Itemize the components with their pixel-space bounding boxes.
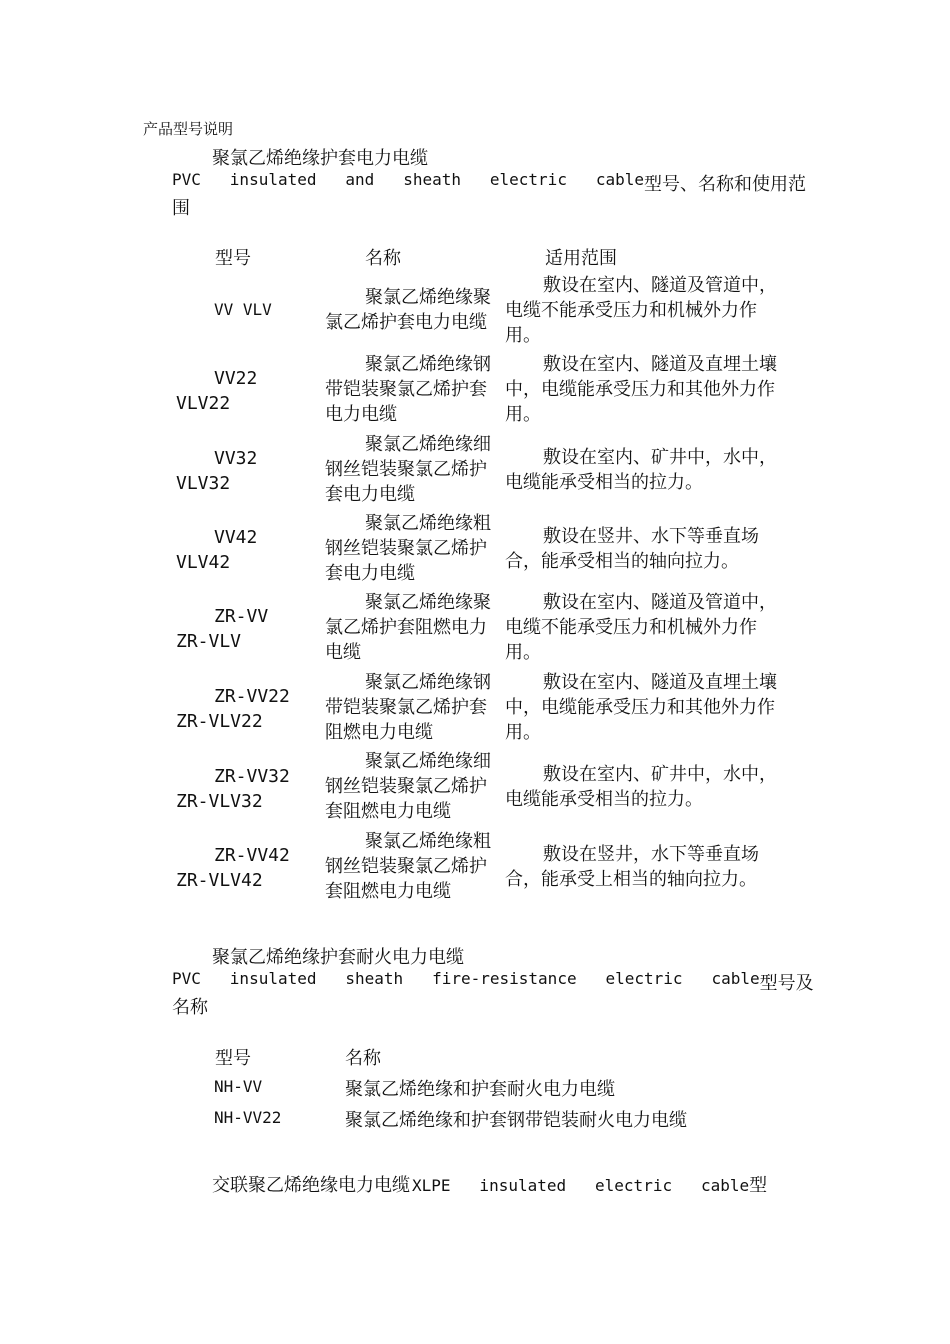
row-name-text: 聚氯乙烯绝缘钢带铠装聚氯乙烯护套电力电缆 [325,354,491,425]
row-usage [505,590,777,665]
section1-title: 聚氯乙烯绝缘护套电力电缆 [212,148,428,169]
row-usage [505,762,777,812]
section1-subtitle-wrap: 围 [172,198,190,219]
row-model-primary: VV22 [214,368,258,389]
section2-title: 聚氯乙烯绝缘护套耐火电力电缆 [212,947,464,968]
row-name [325,670,500,745]
row-model-primary: ZR-VV32 [214,766,290,787]
row-name-text: 聚氯乙烯绝缘细钢丝铠装聚氯乙烯护套阻燃电力电缆 [325,751,491,822]
row-name: 聚氯乙烯绝缘和护套钢带铠装耐火电力电缆 [345,1110,687,1131]
row-usage-text: 敷设在室内、矿井中，水中，电缆能承受相当的拉力。 [505,764,777,810]
row-name [325,432,500,507]
row-model: NH-VV22 [214,1108,282,1127]
row-name-text: 聚氯乙烯绝缘粗钢丝铠装聚氯乙烯护套阻燃电力电缆 [325,831,491,902]
row-name: 聚氯乙烯绝缘和护套耐火电力电缆 [345,1079,615,1100]
section3-title [212,1171,768,1197]
row-usage [505,445,777,495]
section2-subtitle-zh: 型号及 [759,973,814,994]
header-usage: 适用范围 [545,248,617,269]
row-usage [505,352,777,427]
row-usage-text: 敷设在竖井，水下等垂直场合，能承受上相当的轴向拉力。 [505,844,759,890]
section3-title-tail: 型 [749,1175,768,1196]
row-model-primary: VV42 [214,527,258,548]
row-model-secondary: ZR-VLV [176,631,242,652]
row-model-secondary: VLV22 [176,393,231,414]
section2-subtitle-wrap: 名称 [172,997,208,1018]
row-name-text: 聚氯乙烯绝缘聚氯乙烯护套阻燃电力电缆 [325,592,491,663]
row-usage-text: 敷设在竖井、水下等垂直场合，能承受相当的轴向拉力。 [505,526,759,572]
section3-title-zh: 交联聚乙烯绝缘电力电缆 [212,1175,410,1196]
row-model-primary: ZR-VV42 [214,845,290,866]
row-name [325,749,500,824]
row-name-text: 聚氯乙烯绝缘粗钢丝铠装聚氯乙烯护套电力电缆 [325,513,491,584]
section1-subtitle-zh: 型号、名称和使用范 [644,174,807,195]
row-model-secondary: VLV42 [176,552,231,573]
row-usage-text: 敷设在室内、隧道及直埋土壤中，电缆能承受压力和其他外力作用。 [505,672,777,743]
row-model [176,843,316,893]
row-model [176,684,316,734]
row-model-secondary: ZR-VLV42 [176,870,263,891]
row-usage [505,273,777,348]
row-name [325,511,500,586]
row-usage [505,842,777,892]
section1-subtitle-en: PVC insulated and sheath electric cable [172,170,645,189]
row-model [176,446,316,496]
section3-title-en: XLPE insulated electric cable [412,1176,750,1195]
row-name [325,352,500,427]
row-model-secondary: ZR-VLV32 [176,791,263,812]
row-model-secondary: ZR-VLV22 [176,711,263,732]
header-name: 名称 [365,248,401,269]
document-label: 产品型号说明 [143,120,234,138]
row-model: NH-VV [214,1077,263,1096]
section1-subtitle [172,170,807,196]
row-name-text: 聚氯乙烯绝缘聚氯乙烯护套电力电缆 [325,287,491,333]
row-usage-text: 敷设在室内、矿井中，水中，电缆能承受相当的拉力。 [505,447,777,493]
section2-subtitle-en: PVC insulated sheath fire-resistance electric cable [172,969,760,988]
row-usage-text: 敷设在室内、隧道及管道中，电缆不能承受压力和机械外力作用。 [505,275,777,346]
row-name [325,285,500,335]
header-model: 型号 [215,1048,251,1069]
row-model-primary: VV32 [214,448,258,469]
row-name-text: 聚氯乙烯绝缘细钢丝铠装聚氯乙烯护套电力电缆 [325,434,491,505]
header-name: 名称 [345,1048,381,1069]
row-usage-text: 敷设在室内、隧道及直埋土壤中，电缆能承受压力和其他外力作用。 [505,354,777,425]
section2-subtitle [172,969,814,995]
row-model: VV VLV [214,300,272,319]
row-name [325,829,500,904]
row-name-text: 聚氯乙烯绝缘钢带铠装聚氯乙烯护套阻燃电力电缆 [325,672,491,743]
row-model-primary: ZR-VV22 [214,686,290,707]
row-model [176,604,316,654]
row-usage [505,524,777,574]
row-model-primary: ZR-VV [214,606,269,627]
row-model [176,525,316,575]
row-usage-text: 敷设在室内、隧道及管道中，电缆不能承受压力和机械外力作用。 [505,592,777,663]
row-model [176,764,316,814]
header-model: 型号 [215,248,251,269]
row-model-secondary: VLV32 [176,473,231,494]
row-name [325,590,500,665]
row-usage [505,670,777,745]
row-model [176,366,316,416]
